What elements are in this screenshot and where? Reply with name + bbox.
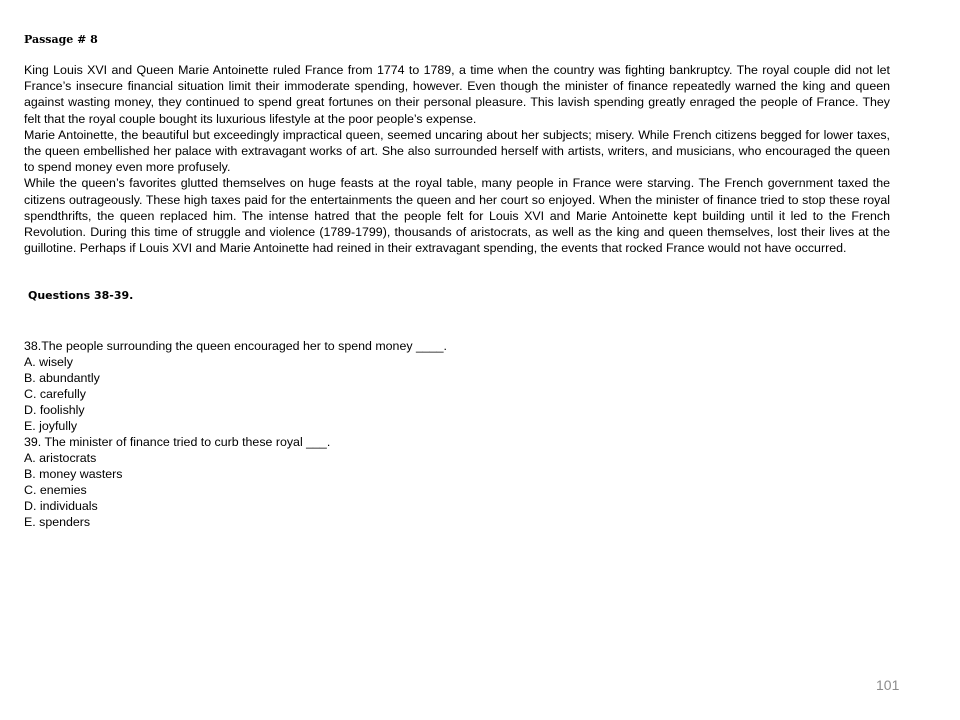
passage-paragraph: While the queen’s favorites glutted themselves on huge feasts at the royal table, many people in France were starving. The French government taxed the citizens outrageously. These high taxes paid for the entertainments the queen and her court so enjoyed. When the minister of finance tried to stop these royal spendthrifts, the queen replaced him. The intense hatred that the people felt for Louis XVI and Marie Antoinette kept building until it led to the French Revolution. During this time of struggle and violence (1789-1799), thousands of aristocrats, as well as the king and queen themselves, lost their lives at the guillotine. Perhaps if Louis XVI and Marie Antoinette had reined in their extravagant spending, the events that rocked France would not have occurred. [24, 176, 890, 256]
answer-option: E. spenders [24, 515, 91, 529]
answer-option: B. abundantly [24, 371, 100, 385]
passage-paragraph: Marie Antoinette, the beautiful but exceedingly impractical queen, seemed uncaring about her subjects; misery. While French citizens begged for lower taxes, the queen embellished her palace with extravagant works of art. She also surrounded herself with artists, writers, and musicians, who encouraged the queen to spend money even more profusely. [24, 127, 890, 175]
answer-option: D. foolishly [24, 403, 85, 417]
answer-option: C. carefully [24, 387, 86, 401]
passage-body [24, 62, 890, 256]
question-stem: 39. The minister of finance tried to curb these royal ___. [24, 435, 331, 449]
questions-list [24, 338, 890, 530]
answer-option: E. joyfully [24, 419, 78, 433]
passage-title: Passage # 8 [24, 33, 98, 46]
question-stem: 38.The people surrounding the queen encouraged her to spend money ____. [24, 339, 447, 353]
answer-option: A. aristocrats [24, 451, 97, 465]
answer-option: A. wisely [24, 355, 73, 369]
questions-heading: Questions 38-39. [28, 289, 134, 302]
passage-paragraph: King Louis XVI and Queen Marie Antoinette ruled France from 1774 to 1789, a time when the country was fighting bankruptcy. The royal couple did not let France’s insecure financial situation limit their immoderate spending, however. Even though the minister of finance repeatedly warned the king and queen against wasting money, they continued to spend great fortunes on their personal pleasure. This lavish spending greatly enraged the people of France. They felt that the royal couple bought its luxurious lifestyle at the poor people’s expense. [24, 63, 890, 126]
answer-option: B. money wasters [24, 467, 123, 481]
page-number: 101 [876, 677, 900, 693]
answer-option: C. enemies [24, 483, 87, 497]
answer-option: D. individuals [24, 499, 98, 513]
